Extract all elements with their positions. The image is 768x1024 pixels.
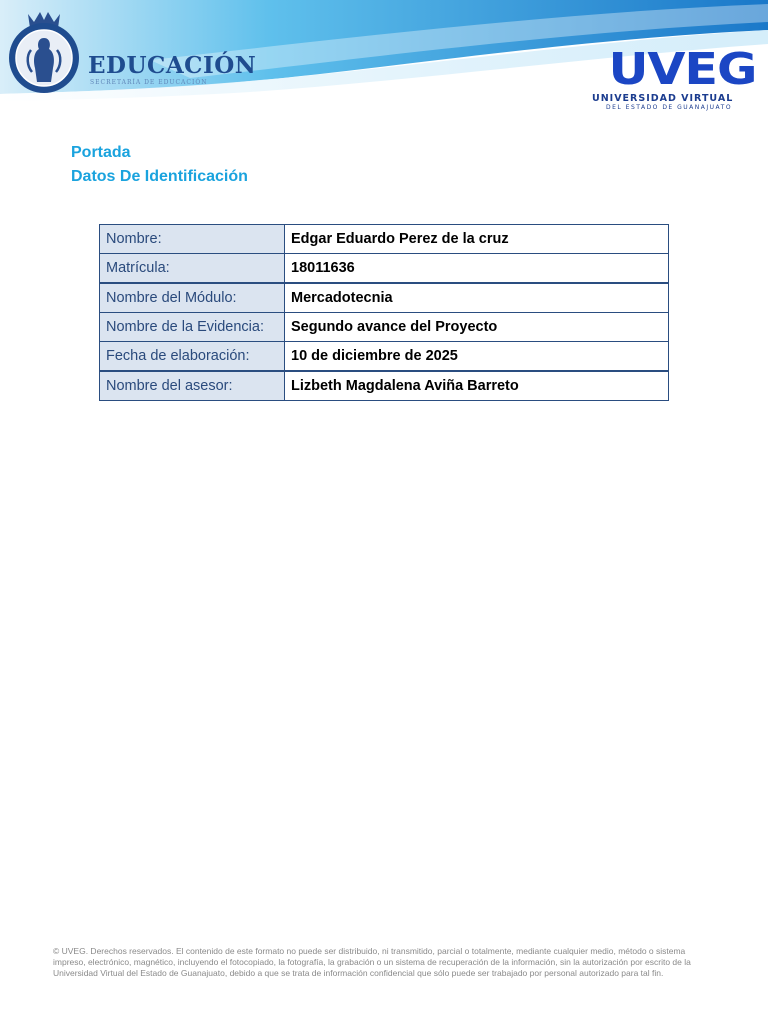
row-value: Segundo avance del Proyecto [285, 313, 669, 342]
row-value: 18011636 [285, 254, 669, 284]
uveg-logo-line2: DEL ESTADO DE GUANAJUATO [606, 104, 733, 111]
state-seal-icon [4, 8, 84, 98]
table-row [100, 342, 669, 372]
row-value: Lizbeth Magdalena Aviña Barreto [285, 371, 669, 401]
row-label: Nombre del asesor: [100, 371, 285, 401]
uveg-logo-line1: UNIVERSIDAD VIRTUAL [592, 93, 734, 104]
identification-table [99, 224, 669, 401]
row-label: Matrícula: [100, 254, 285, 284]
row-value: Mercadotecnia [285, 283, 669, 313]
uveg-logo [590, 44, 757, 114]
table-row [100, 225, 669, 254]
row-label: Fecha de elaboración: [100, 342, 285, 372]
row-value: 10 de diciembre de 2025 [285, 342, 669, 372]
table-row [100, 313, 669, 342]
row-label: Nombre del Módulo: [100, 283, 285, 313]
copyright-footer: © UVEG. Derechos reservados. El contenido de este formato no puede ser distribuido, ni transmitido, parcial o totalmente, mediante cualquier medio, método o sistema impreso, electrónico, magnético, incluyendo el fotocopiado, la fotografía, la grabación o un sistema de recuperación de la información, sin la autorización por escrito de la Universidad Virtual del Estado de Guanajuato, debido a que se trata de información confidencial que sólo puede ser trabajado por personal autorizado para tal fin. [53, 946, 691, 978]
row-label: Nombre: [100, 225, 285, 254]
row-value: Edgar Eduardo Perez de la cruz [285, 225, 669, 254]
row-label: Nombre de la Evidencia: [100, 313, 285, 342]
page-header [0, 0, 768, 115]
section-heading-identificacion: Datos De Identificación [71, 168, 248, 185]
education-subtitle: SECRETARÍA DE EDUCACIÓN [90, 79, 208, 86]
table-row [100, 254, 669, 284]
table-row [100, 283, 669, 313]
education-title: EDUCACIÓN [88, 52, 257, 79]
uveg-logo-word: UVEG [608, 44, 757, 95]
education-logo [4, 8, 257, 98]
section-heading-portada: Portada [71, 144, 131, 161]
table-row [100, 371, 669, 401]
